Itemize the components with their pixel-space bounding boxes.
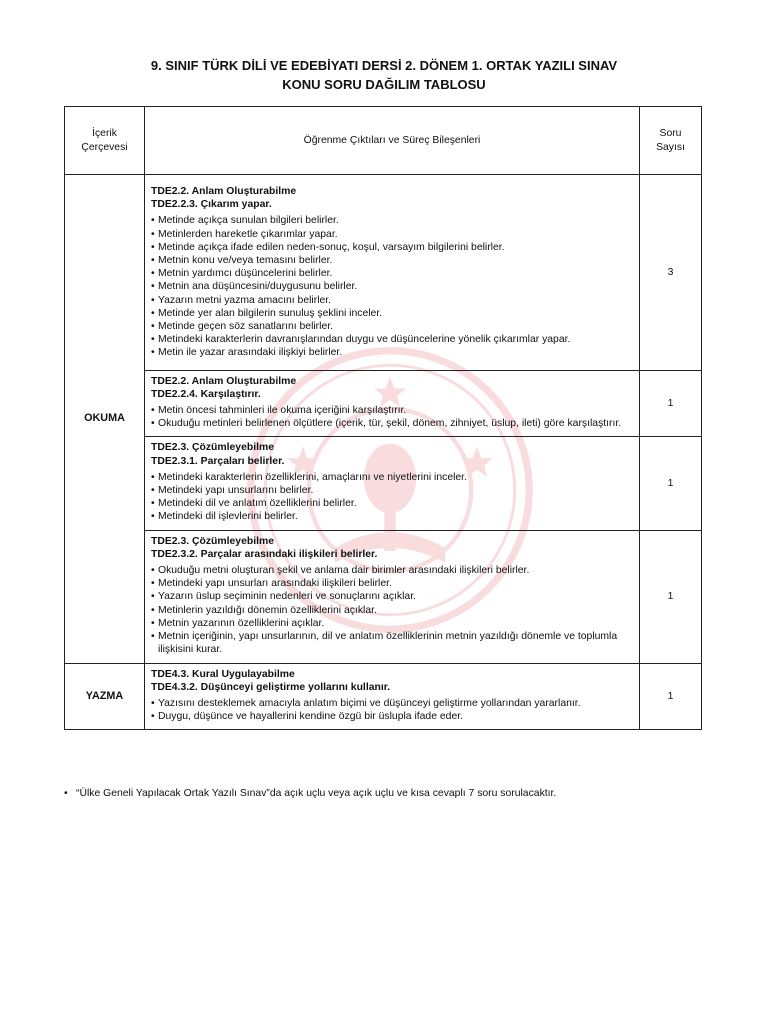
- outcome-cell: TDE2.2. Anlam Oluşturabilme TDE2.2.3. Çıkarım yapar. • Metinde açıkça sunulan bilgileri belirler. • Metinlerden hareketle çıkarımlar yapar. • Metinde açıkça ifade edilen neden-sonuç, koşul, varsayım bilgilerini belirler. • Metnin konu ve/veya temasını belirler. • Metnin yardımcı düşüncelerini belirler. • Metnin ana düşüncesini/duygusunu belirler. • Yazarın metni yazma amacını belirler. • Metinde yer alan bilgilerin sunuluş şeklini inceler. • Metinde geçen söz sanatlarını belirler. • Metindeki karakterlerin davranışlarından duygu ve düşüncelerine yönelik çıkarımlar yapar. • Metin ile yazar arasındaki ilişkiyi belirler.: [145, 175, 640, 371]
- list-item: • Metinde açıkça ifade edilen neden-sonuç, koşul, varsayım bilgilerini belirler.: [151, 241, 633, 254]
- list-item: • Metindeki dil ve anlatım özelliklerini belirler.: [151, 497, 633, 510]
- title-line-1: 9. SINIF TÜRK DİLİ VE EDEBİYATI DERSİ 2. DÖNEM 1. ORTAK YAZILI SINAV: [150, 58, 618, 73]
- list-item: • Okuduğu metni oluşturan şekil ve anlama dair birimler arasındaki ilişkileri belirler.: [151, 564, 633, 577]
- list-item: • Yazısını desteklemek amacıyla anlatım biçimi ve düşünceyi geliştirme yollarından yararlanır.: [151, 697, 633, 710]
- list-item: • Metin ile yazar arasındaki ilişkiyi belirler.: [151, 346, 633, 359]
- list-item: • Yazarın metni yazma amacını belirler.: [151, 294, 633, 307]
- list-item: • Metnin ana düşüncesini/duygusunu belirler.: [151, 280, 633, 293]
- outcome-cell: TDE2.2. Anlam Oluşturabilme TDE2.2.4. Karşılaştırır. • Metin öncesi tahminleri ile okuma içeriğini karşılaştırır. • Okuduğu metinleri belirlenen ölçütlere (içerik, tür, şekil, dönem, zihniyet, üslup, ileti) göre karşılaştırır.: [145, 370, 640, 437]
- question-count-cell: 1: [640, 370, 702, 437]
- outcome-cell: TDE4.3. Kural Uygulayabilme TDE4.3.2. Düşünceyi geliştirme yollarını kullanır. • Yazısını desteklemek amacıyla anlatım biçimi ve düşünceyi geliştirme yollarından yararlanır. • Duygu, düşünce ve hayallerini kendine özgü bir üslupla ifade eder.: [145, 663, 640, 730]
- list-item: • Metinlerden hareketle çıkarımlar yapar.: [151, 228, 633, 241]
- list-item: • Metindeki yapı unsurlarını belirler.: [151, 484, 633, 497]
- table-row: [65, 663, 702, 730]
- list-item: • Duygu, düşünce ve hayallerini kendine özgü bir üslupla ifade eder.: [151, 710, 633, 723]
- outcome-list: [151, 471, 633, 524]
- list-item: • Metnin içeriğinin, yapı unsurlarının, dil ve anlatım özelliklerinin metnin yazıldığı dönemle ve toplumla ilişkisini kurar.: [151, 630, 633, 656]
- list-item: • Metnin yazarının özelliklerini açıklar.: [151, 617, 633, 630]
- header-question-count: Soru Sayısı: [640, 107, 702, 175]
- list-item: • Metindeki karakterlerin davranışlarından duygu ve düşüncelerine yönelik çıkarımlar yapar.: [151, 333, 633, 346]
- header-content-frame: İçerik Çerçevesi: [65, 107, 145, 175]
- list-item: • Metnin konu ve/veya temasını belirler.: [151, 254, 633, 267]
- area-cell-okuma: OKUMA: [65, 175, 145, 664]
- outcome-list: [151, 214, 633, 359]
- outcome-list: [151, 697, 633, 723]
- outcome-list: [151, 564, 633, 656]
- list-item: • Okuduğu metinleri belirlenen ölçütlere (içerik, tür, şekil, dönem, zihniyet, üslup, ileti) göre karşılaştırır.: [151, 417, 633, 430]
- table-row: [65, 437, 702, 530]
- list-item: • Metinlerin yazıldığı dönemin özelliklerini açıklar.: [151, 604, 633, 617]
- header-learning-outcomes: Öğrenme Çıktıları ve Süreç Bileşenleri: [145, 107, 640, 175]
- list-item: • Metinde geçen söz sanatlarını belirler.: [151, 320, 633, 333]
- list-item: • Metindeki yapı unsurları arasındaki ilişkileri belirler.: [151, 577, 633, 590]
- footnote: • “Ülke Geneli Yapılacak Ortak Yazılı Sınav”da açık uçlu veya açık uçlu ve kısa cevaplı 7 soru sorulacaktır.: [64, 788, 556, 799]
- list-item: • Metin öncesi tahminleri ile okuma içeriğini karşılaştırır.: [151, 404, 633, 417]
- question-count-cell: 1: [640, 437, 702, 530]
- question-count-cell: 3: [640, 175, 702, 371]
- outcome-list: [151, 404, 633, 430]
- table-row: [65, 370, 702, 437]
- distribution-table: [64, 106, 702, 730]
- table-row: [65, 530, 702, 663]
- outcome-cell: TDE2.3. Çözümleyebilme TDE2.3.1. Parçaları belirler. • Metindeki karakterlerin özelliklerini, amaçlarını ve niyetlerini inceler. • Metindeki yapı unsurlarını belirler. • Metindeki dil ve anlatım özelliklerini belirler. • Metindeki dil işlevlerini belirler.: [145, 437, 640, 530]
- question-count-cell: 1: [640, 663, 702, 730]
- list-item: • Metindeki karakterlerin özelliklerini, amaçlarını ve niyetlerini inceler.: [151, 471, 633, 484]
- question-count-cell: 1: [640, 530, 702, 663]
- list-item: • Metindeki dil işlevlerini belirler.: [151, 510, 633, 523]
- list-item: • Metinde yer alan bilgilerin sunuluş şeklini inceler.: [151, 307, 633, 320]
- area-cell-yazma: YAZMA: [65, 663, 145, 730]
- table-header-row: [65, 107, 702, 175]
- outcome-cell: TDE2.3. Çözümleyebilme TDE2.3.2. Parçalar arasındaki ilişkileri belirler. • Okuduğu metni oluşturan şekil ve anlama dair birimler arasındaki ilişkileri belirler. • Metindeki yapı unsurları arasındaki ilişkileri belirler. • Yazarın üslup seçiminin nedenleri ve sonuçlarını açıklar. • Metinlerin yazıldığı dönemin özelliklerini açıklar. • Metnin yazarının özelliklerini açıklar. • Metnin içeriğinin, yapı unsurlarının, dil ve anlatım özelliklerinin metnin yazıldığı dönemle ve toplumla ilişkisini kurar.: [145, 530, 640, 663]
- list-item: • Metinde açıkça sunulan bilgileri belirler.: [151, 214, 633, 227]
- table-row: [65, 175, 702, 371]
- title-line-2: KONU SORU DAĞILIM TABLOSU: [282, 77, 486, 92]
- list-item: • Metnin yardımcı düşüncelerini belirler.: [151, 267, 633, 280]
- list-item: • Yazarın üslup seçiminin nedenleri ve sonuçlarını açıklar.: [151, 590, 633, 603]
- page-title: [0, 56, 768, 94]
